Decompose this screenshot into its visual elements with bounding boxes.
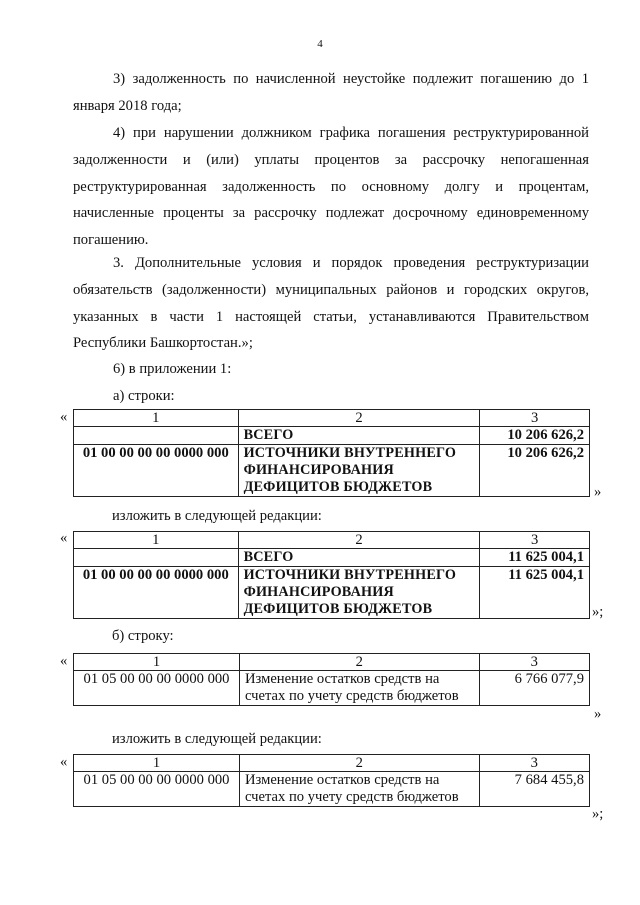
header-col-1: 1 bbox=[74, 654, 240, 671]
table-old-row bbox=[73, 653, 590, 706]
name-cell: Изменение остатков средств на счетах по учету средств бюджетов bbox=[240, 772, 480, 807]
header-col-2: 2 bbox=[240, 755, 480, 772]
table-row bbox=[74, 772, 590, 807]
value-cell: 11 625 004,1 bbox=[480, 549, 590, 567]
name-cell: ИСТОЧНИКИ ВНУТРЕННЕГО ФИНАНСИРОВАНИЯ ДЕФИЦИТОВ БЮДЖЕТОВ bbox=[238, 445, 480, 497]
table-row bbox=[74, 549, 590, 567]
table-new-rows bbox=[73, 531, 590, 619]
paragraph-item-4: 4) при нарушении должником графика погашения реструктурированной задолженности и (или) уплаты процентов за рассрочку непогашенная реструктурированная задолженность по основному долгу и процентам, начисленные проценты за рассрочку подлежат досрочному единовременному погашению. bbox=[73, 125, 589, 249]
name-cell: ВСЕГО bbox=[238, 549, 480, 567]
open-quote: « bbox=[60, 653, 68, 669]
value-cell: 10 206 626,2 bbox=[480, 445, 590, 497]
page-number: 4 bbox=[317, 38, 323, 50]
table-header-row bbox=[74, 654, 590, 671]
open-quote: « bbox=[60, 530, 68, 546]
replace-instruction-1: изложить в следующей редакции: bbox=[112, 508, 322, 524]
table-new-row bbox=[73, 754, 590, 807]
value-cell: 7 684 455,8 bbox=[479, 772, 589, 807]
header-col-2: 2 bbox=[238, 410, 480, 427]
code-cell bbox=[74, 549, 239, 567]
table-row bbox=[74, 427, 590, 445]
table-header-row bbox=[74, 410, 590, 427]
paragraph-item-3: 3) задолженность по начисленной неустойке подлежит погашению до 1 января 2018 года; bbox=[73, 71, 589, 114]
paragraph-appendix-1: 6) в приложении 1: bbox=[113, 361, 232, 377]
replace-instruction-2: изложить в следующей редакции: bbox=[112, 731, 322, 747]
code-cell bbox=[74, 427, 239, 445]
close-quote: »; bbox=[592, 806, 604, 822]
header-col-3: 3 bbox=[479, 755, 589, 772]
name-cell: Изменение остатков средств на счетах по учету средств бюджетов bbox=[240, 671, 480, 706]
table-header-row bbox=[74, 755, 590, 772]
close-quote: »; bbox=[592, 604, 604, 620]
header-col-2: 2 bbox=[240, 654, 480, 671]
table-header-row bbox=[74, 532, 590, 549]
header-col-3: 3 bbox=[480, 532, 590, 549]
name-cell: ИСТОЧНИКИ ВНУТРЕННЕГО ФИНАНСИРОВАНИЯ ДЕФИЦИТОВ БЮДЖЕТОВ bbox=[238, 567, 480, 619]
header-col-2: 2 bbox=[238, 532, 480, 549]
value-cell: 10 206 626,2 bbox=[480, 427, 590, 445]
header-col-3: 3 bbox=[479, 654, 589, 671]
open-quote: « bbox=[60, 409, 68, 425]
header-col-3: 3 bbox=[480, 410, 590, 427]
code-cell: 01 00 00 00 00 0000 000 bbox=[74, 567, 239, 619]
table-old-rows bbox=[73, 409, 590, 497]
table-row bbox=[74, 445, 590, 497]
name-cell: ВСЕГО bbox=[238, 427, 480, 445]
paragraph-part-3: 3. Дополнительные условия и порядок проведения реструктуризации обязательств (задолженности) муниципальных районов и городских округов, указанных в части 1 настоящей статьи, устанавливаются Правительством Республики Башкортостан.»; bbox=[73, 255, 589, 352]
code-cell: 01 00 00 00 00 0000 000 bbox=[74, 445, 239, 497]
paragraph-item-b: б) строку: bbox=[112, 628, 174, 644]
table-row bbox=[74, 671, 590, 706]
table-row bbox=[74, 567, 590, 619]
code-cell: 01 05 00 00 00 0000 000 bbox=[74, 772, 240, 807]
value-cell: 11 625 004,1 bbox=[480, 567, 590, 619]
close-quote: » bbox=[594, 706, 602, 722]
value-cell: 6 766 077,9 bbox=[479, 671, 589, 706]
paragraph-item-a: а) строки: bbox=[113, 388, 175, 404]
open-quote: « bbox=[60, 754, 68, 770]
header-col-1: 1 bbox=[74, 410, 239, 427]
close-quote: » bbox=[594, 484, 602, 500]
header-col-1: 1 bbox=[74, 532, 239, 549]
header-col-1: 1 bbox=[74, 755, 240, 772]
code-cell: 01 05 00 00 00 0000 000 bbox=[74, 671, 240, 706]
